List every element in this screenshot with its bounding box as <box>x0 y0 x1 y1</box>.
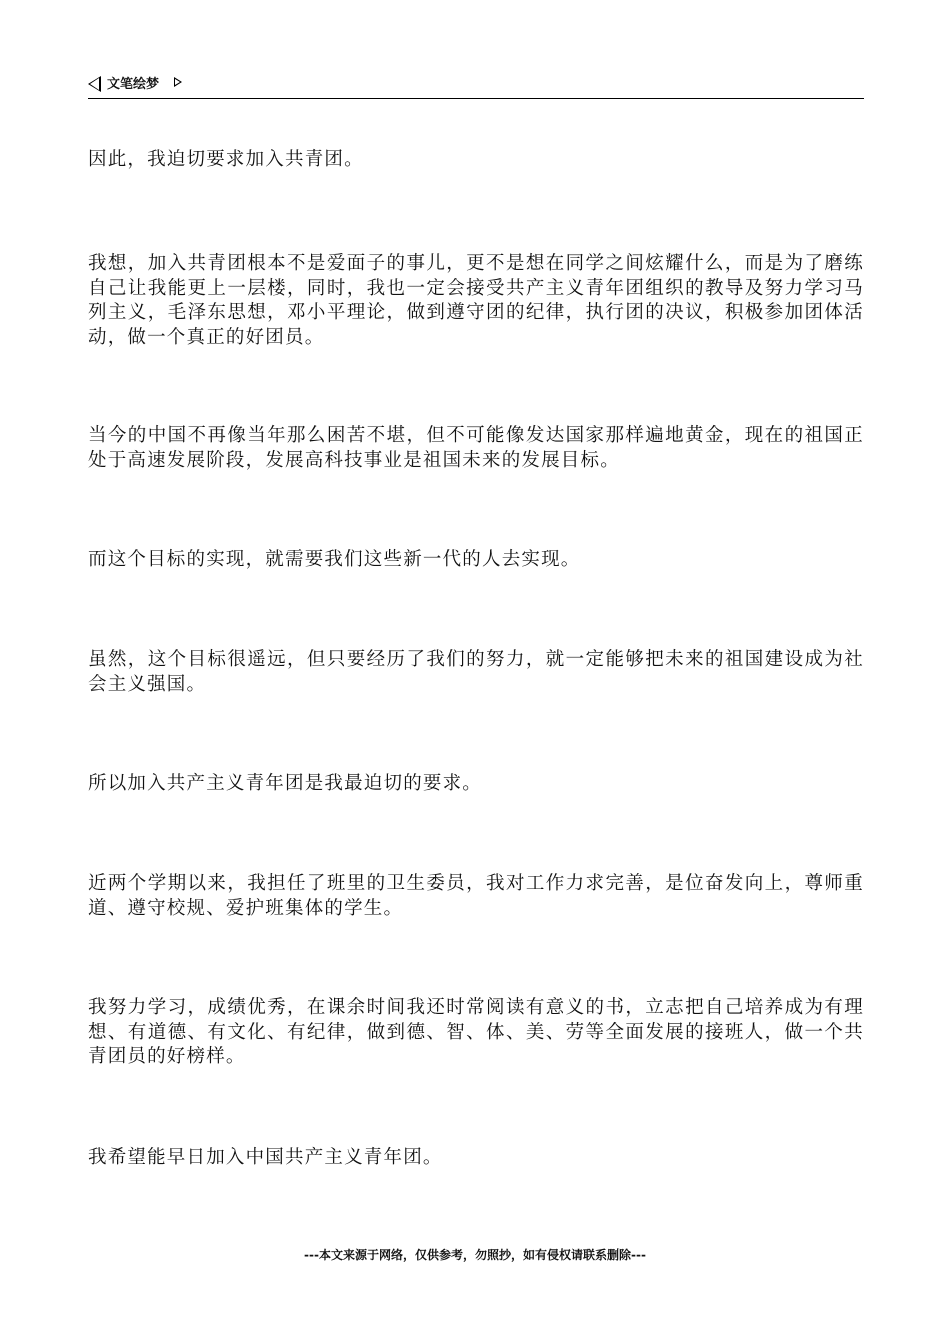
header-title: 文笔绘梦 <box>107 77 160 92</box>
paragraph-7: 近两个学期以来，我担任了班里的卫生委员，我对工作力求完善，是位奋发向上，尊师重道、遵守校规、爱护班集体的学生。 <box>88 873 864 919</box>
paragraph-1: 因此，我迫切要求加入共青团。 <box>88 149 364 170</box>
left-triangle-icon <box>88 76 101 92</box>
paragraph-6: 所以加入共产主义青年团是我最迫切的要求。 <box>88 773 483 794</box>
page-header <box>88 74 864 99</box>
paragraph-8: 我努力学习，成绩优秀，在课余时间我还时常阅读有意义的书，立志把自己培养成为有理想、有道德、有文化、有纪律，做到德、智、体、美、劳等全面发展的接班人，做一个共青团员的好榜样。 <box>88 997 864 1067</box>
footer-notice: ---本文来源于网络，仅供参考，勿照抄，如有侵权请联系删除--- <box>304 1248 646 1262</box>
paragraph-2: 我想，加入共青团根本不是爱面子的事儿，更不是想在同学之间炫耀什么，而是为了磨练自己让我能更上一层楼，同时，我也一定会接受共产主义青年团组织的教导及努力学习马列主义，毛泽东思想，邓小平理论，做到遵守团的纪律，执行团的决议，积极参加团体活动，做一个真正的好团员。 <box>88 253 864 348</box>
paragraph-5: 虽然，这个目标很遥远，但只要经历了我们的努力，就一定能够把未来的祖国建设成为社会主义强国。 <box>88 649 864 695</box>
paragraph-4: 而这个目标的实现，就需要我们这些新一代的人去实现。 <box>88 549 581 570</box>
paragraph-3: 当今的中国不再像当年那么困苦不堪，但不可能像发达国家那样遍地黄金，现在的祖国正处于高速发展阶段，发展高科技事业是祖国未来的发展目标。 <box>88 425 864 471</box>
paragraph-9: 我希望能早日加入中国共产主义青年团。 <box>88 1147 443 1168</box>
right-triangle-icon <box>174 77 182 87</box>
